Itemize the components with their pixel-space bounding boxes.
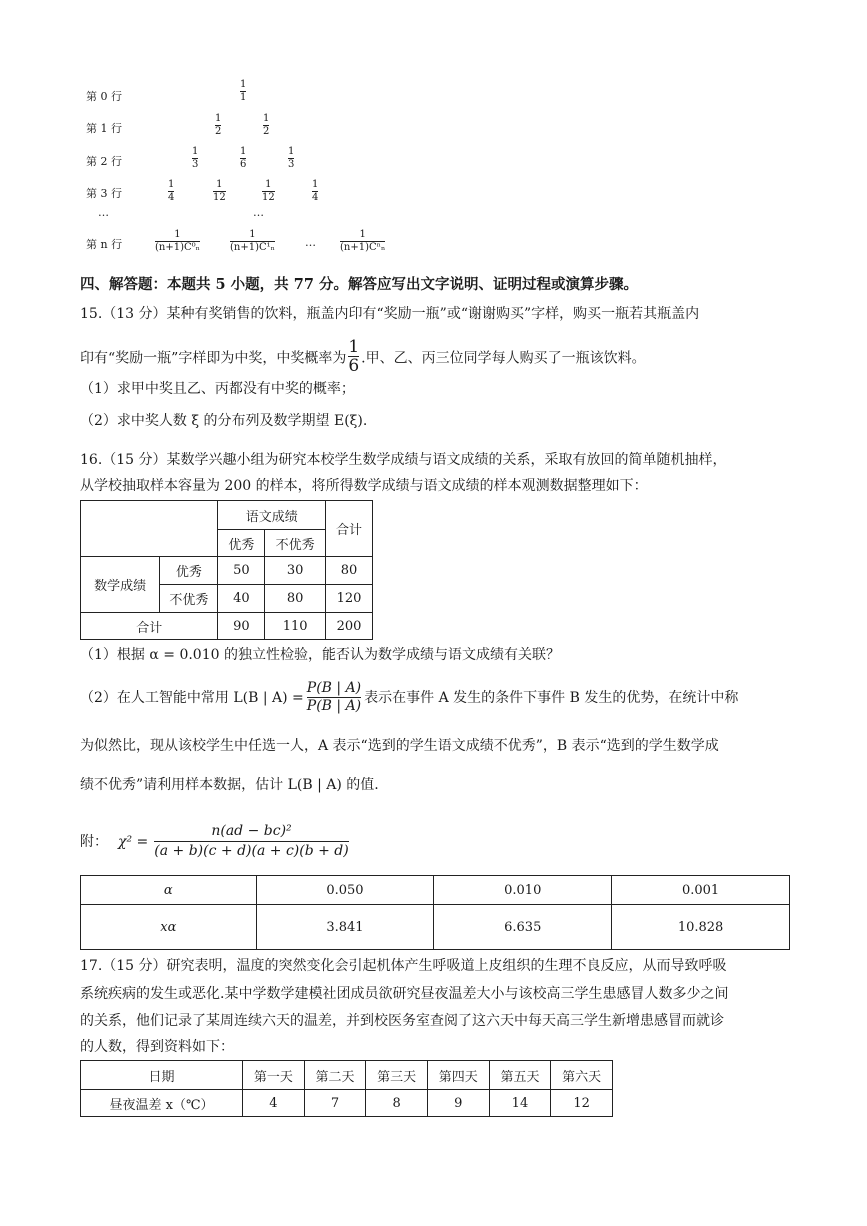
cell: 200: [326, 613, 373, 640]
contingency-table: [80, 500, 373, 640]
fraction: 1 4: [312, 179, 319, 203]
row-label-2: 第 2 行: [86, 155, 122, 168]
fraction: 1 1: [240, 79, 247, 103]
section-heading: 四、解答题：本题共 5 小题，共 77 分。解答应写出文字说明、证明过程或演算步骤。: [80, 276, 638, 293]
row-not-excellent: 不优秀: [160, 585, 218, 613]
row-label-1: 第 1 行: [86, 122, 122, 135]
ellipsis-row-n: …: [305, 236, 316, 249]
header-day: 第三天: [366, 1061, 428, 1090]
probability-fraction: $\frac{1}{6}$: [348, 337, 360, 376]
header-excellent: 优秀: [218, 530, 265, 557]
header-not-excellent: 不优秀: [265, 530, 326, 557]
header-day: 第六天: [551, 1061, 613, 1090]
cell: 14: [489, 1090, 551, 1117]
header-total: 合计: [326, 501, 373, 557]
fraction: 1 (n+1)Cⁿₙ: [340, 229, 386, 253]
fraction: 1 12: [213, 179, 226, 203]
row-label-3: 第 3 行: [86, 187, 122, 200]
fraction: 1 12: [262, 179, 275, 203]
cell: 80: [265, 585, 326, 613]
fraction: 1 6: [240, 146, 247, 170]
q15-line2: 印有“奖励一瓶”字样即为中奖，中奖概率为 $\frac{1}{6}$ .甲、乙、丙三位同学每人购买了一瓶该饮料。: [80, 337, 646, 376]
header-day: 第四天: [427, 1061, 489, 1090]
cell: 10.828: [612, 905, 790, 950]
header-day: 第五天: [489, 1061, 551, 1090]
q15-part1: （1）求甲中奖且乙、丙都没有中奖的概率；: [80, 381, 355, 397]
ellipsis-left: …: [98, 206, 109, 219]
q16-line1: 16.（15 分）某数学兴趣小组为研究本校学生数学成绩与语文成绩的关系，采取有放回的简单随机抽样，: [80, 452, 727, 468]
critical-value-table: [80, 875, 790, 950]
row-sum-label: 合计: [81, 613, 218, 640]
cell: 4: [243, 1090, 305, 1117]
header-date: 日期: [81, 1061, 243, 1090]
q17-line3: 的关系，他们记录了某周连续六天的温差，并到校医务室查阅了这六天中每天高三学生新增患感冒而就诊: [80, 1013, 724, 1029]
cell: 120: [326, 585, 373, 613]
fraction: 1 3: [288, 146, 295, 170]
cell: 0.001: [612, 876, 790, 905]
q17-line2: 系统疾病的发生或恶化.某中学数学建模社团成员欲研究昼夜温差大小与该校高三学生患感冒人数多少之间: [80, 986, 729, 1002]
q16-part2-line3: 绩不优秀”请利用样本数据，估计 L(B | A) 的值.: [80, 777, 379, 793]
row-header-temp: 昼夜温差 x（℃）: [81, 1090, 243, 1117]
header-day: 第一天: [243, 1061, 305, 1090]
row-label-0: 第 0 行: [86, 90, 122, 103]
q16-line2: 从学校抽取样本容量为 200 的样本，将所得数学成绩与语文成绩的样本观测数据整理如下：: [80, 478, 648, 494]
header-alpha: α: [81, 876, 257, 905]
row-header-math: 数学成绩: [81, 557, 160, 613]
table-corner: [81, 501, 218, 557]
q17-line4: 的人数，得到资料如下：: [80, 1039, 234, 1055]
fraction: 1 (n+1)C⁰ₙ: [155, 229, 200, 253]
fraction: 1 (n+1)C¹ₙ: [230, 229, 275, 253]
cell: 9: [427, 1090, 489, 1117]
cell: 110: [265, 613, 326, 640]
fraction: 1 2: [215, 113, 222, 137]
ellipsis-mid: …: [253, 206, 264, 219]
q15-line1: 15.（13 分）某种有奖销售的饮料，瓶盖内印有“奖励一瓶”或“谢谢购买”字样，购买一瓶若其瓶盖内: [80, 306, 700, 322]
cell: 90: [218, 613, 265, 640]
cell: 50: [218, 557, 265, 585]
q15-part2: （2）求中奖人数 ξ 的分布列及数学期望 E(ξ).: [80, 413, 368, 429]
q16-part1: （1）根据 α = 0.010 的独立性检验，能否认为数学成绩与语文成绩有关联？: [80, 647, 560, 663]
cell: 40: [218, 585, 265, 613]
header-x-alpha: xα: [81, 905, 257, 950]
row-label-n: 第 n 行: [86, 238, 123, 251]
fraction: 1 2: [263, 113, 270, 137]
cell: 80: [326, 557, 373, 585]
header-day: 第二天: [304, 1061, 366, 1090]
chi-square-formula: 附： χ² = n(ad − bc)² (a + b)(c + d)(a + c)(b + d): [80, 823, 349, 859]
q17-line1: 17.（15 分）研究表明，温度的突然变化会引起机体产生呼吸道上皮组织的生理不良反应，从而导致呼吸: [80, 958, 727, 974]
q16-part2-line1: （2）在人工智能中常用 L(B | A) = P(B | A) P(B̄ | A) 表示在事件 A 发生的条件下事件 B 发生的优势，在统计中称: [80, 680, 739, 714]
likelihood-ratio-fraction: P(B | A) P(B̄ | A): [306, 680, 362, 714]
cell: 7: [304, 1090, 366, 1117]
fraction: 1 4: [168, 179, 175, 203]
header-chinese: 语文成绩: [218, 501, 326, 530]
row-excellent: 优秀: [160, 557, 218, 585]
cell: 3.841: [256, 905, 434, 950]
q16-part2-line2: 为似然比，现从该校学生中任选一人，A 表示“选到的学生语文成绩不优秀”，B 表示“选到的学生数学成: [80, 738, 719, 754]
cell: 0.010: [434, 876, 612, 905]
cell: 0.050: [256, 876, 434, 905]
cell: 6.635: [434, 905, 612, 950]
chi-square-fraction: n(ad − bc)² (a + b)(c + d)(a + c)(b + d): [154, 823, 349, 859]
cell: 12: [551, 1090, 613, 1117]
cell: 30: [265, 557, 326, 585]
fraction: 1 3: [192, 146, 199, 170]
temperature-table: [80, 1060, 613, 1117]
cell: 8: [366, 1090, 428, 1117]
